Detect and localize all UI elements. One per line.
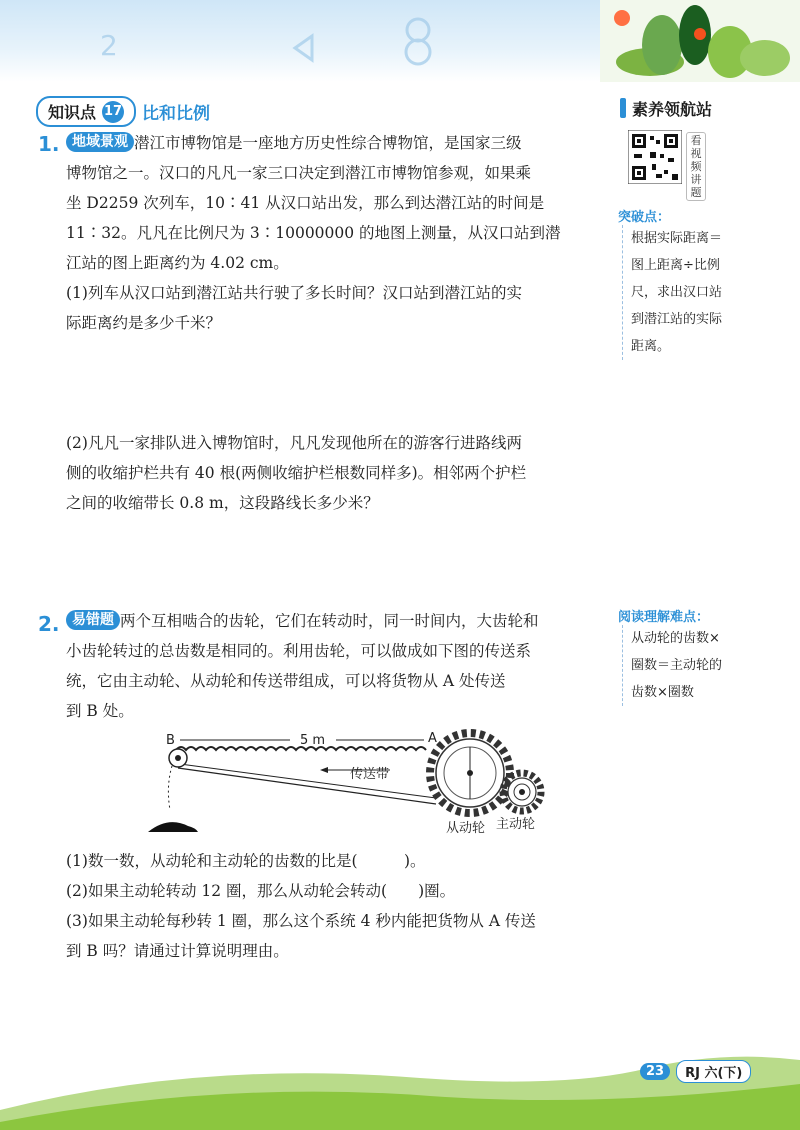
header-decoration bbox=[0, 0, 600, 82]
question-2-sub3-line-2: 到 B 吗？请通过计算说明理由。 bbox=[66, 942, 289, 960]
q2-side-title: 阅读理解难点： bbox=[618, 610, 710, 625]
question-1-sub1-line-2: 际距离约是多少千米？ bbox=[66, 314, 222, 332]
belt-bottom-inner bbox=[180, 764, 436, 798]
driven-gear-icon bbox=[430, 733, 510, 813]
falling-path bbox=[168, 766, 172, 810]
question-1-sub2 bbox=[66, 428, 614, 518]
diagram-driven-label: 从动轮 bbox=[446, 821, 486, 836]
q1-side-line: 距离。 bbox=[631, 339, 671, 354]
knowledge-point-pill bbox=[36, 96, 136, 127]
q1-side-title: 突破点： bbox=[618, 210, 671, 225]
question-1-line-2: 博物馆之一。汉口的凡凡一家三口决定到潜江市博物馆参观，如果乘 bbox=[66, 164, 532, 182]
q1-side-line: 图上距离÷比例 bbox=[631, 258, 720, 273]
question-2-subs bbox=[66, 846, 614, 966]
question-1-sub2-line-1: (2)凡凡一家排队进入博物馆时，凡凡发现他所在的游客行进路线两 bbox=[66, 434, 522, 452]
q2-side-body bbox=[622, 625, 751, 706]
conveyor-diagram bbox=[140, 728, 570, 846]
question-1-line-3: 坐 D2259 次列车，10∶41 从汉口站出发，那么到达潜江站的时间是 bbox=[66, 194, 545, 212]
q1-side-note bbox=[618, 206, 751, 360]
question-1-sub2-line-3: 之间的收缩带长 0.8 m，这段路线长多少米？ bbox=[66, 494, 379, 512]
diagram-label-a: A bbox=[428, 731, 437, 746]
question-2-sub3-line-1: (3)如果主动轮每秒转 1 圈，那么这个系统 4 秒内能把货物从 A 传送 bbox=[66, 912, 536, 930]
knowledge-title: 比和比例 bbox=[142, 104, 211, 124]
edition-label: RJ 六(下) bbox=[676, 1060, 751, 1083]
diagram-length: 5 m bbox=[300, 733, 326, 748]
side-header-bar-icon bbox=[620, 98, 626, 118]
q1-side-line: 尺，求出汉口站 bbox=[631, 285, 723, 300]
question-1-text-1: 潜江市博物馆是一座地方历史性综合博物馆，是国家三级 bbox=[134, 134, 522, 152]
belt-bottom bbox=[178, 768, 436, 804]
diagram-label-b: B bbox=[166, 733, 175, 748]
question-2-sub2: (2)如果主动轮转动 12 圈，那么从动轮会转动( )圈。 bbox=[66, 882, 456, 900]
question-1-line-5: 江站的图上距离约为 4.02 cm。 bbox=[66, 254, 289, 272]
driver-gear-icon bbox=[503, 773, 541, 811]
question-2-sub1: (1)数一数，从动轮和主动轮的齿数的比是( )。 bbox=[66, 852, 426, 870]
q1-side-body bbox=[622, 225, 751, 360]
q1-side-line: 根据实际距离＝ bbox=[631, 231, 723, 246]
knowledge-label: 知识点 bbox=[48, 103, 97, 122]
question-2-tag: 易错题 bbox=[66, 610, 120, 630]
diagram-driver-label: 主动轮 bbox=[496, 817, 536, 832]
qr-label[interactable]: 看视频讲题 bbox=[686, 132, 706, 201]
question-2-line-2: 小齿轮转过的总齿数是相同的。利用齿轮，可以做成如下图的传送系 bbox=[66, 642, 532, 660]
page-footer bbox=[640, 1060, 751, 1083]
side-header bbox=[620, 96, 752, 120]
page-number: 23 bbox=[640, 1063, 670, 1080]
question-2 bbox=[66, 606, 614, 726]
question-1-sub2-line-2: 侧的收缩护栏共有 40 根(两侧收缩护栏根数同样多)。相邻两个护栏 bbox=[66, 464, 527, 482]
knowledge-number-badge: 17 bbox=[102, 101, 124, 123]
plant-decoration-icon bbox=[600, 0, 800, 82]
left-pulley-hub-icon bbox=[175, 755, 181, 761]
q2-side-line: 圈数＝主动轮的 bbox=[631, 658, 723, 673]
question-1-line-4: 11∶32。凡凡在比例尺为 3∶10000000 的地图上测量，从汉口站到潜 bbox=[66, 224, 561, 242]
question-1-tag: 地域景观 bbox=[66, 132, 134, 152]
q2-side-line: 齿数×圈数 bbox=[631, 685, 694, 700]
belt-top bbox=[176, 747, 426, 750]
question-1-number: 1. bbox=[38, 132, 60, 156]
question-2-line-3: 统，它由主动轮、从动轮和传送带组成，可以将货物从 A 处传送 bbox=[66, 672, 506, 690]
q2-side-note bbox=[618, 606, 751, 706]
question-1 bbox=[66, 128, 614, 338]
q1-side-line: 到潜江站的实际 bbox=[631, 312, 723, 327]
svg-text:2: 2 bbox=[100, 29, 118, 62]
knowledge-point-header bbox=[36, 96, 210, 127]
question-1-line-1 bbox=[66, 128, 614, 158]
q2-side-line: 从动轮的齿数× bbox=[631, 631, 720, 646]
question-2-line-1 bbox=[66, 606, 614, 636]
question-1-sub1-line-1: (1)列车从汉口站到潜江站共行驶了多长时间？汉口站到潜江站的实 bbox=[66, 284, 522, 302]
footer-band bbox=[0, 1040, 800, 1130]
question-2-number: 2. bbox=[38, 612, 60, 636]
cargo-pile-icon bbox=[148, 822, 198, 832]
question-2-line-4: 到 B 处。 bbox=[66, 702, 134, 720]
diagram-belt-label: 传送带 bbox=[350, 767, 390, 782]
side-header-title: 素养领航站 bbox=[632, 99, 713, 119]
question-2-text-1: 两个互相啮合的齿轮，它们在转动时，同一时间内，大齿轮和 bbox=[120, 612, 539, 630]
qr-code-icon[interactable] bbox=[628, 130, 682, 184]
belt-arrow-head-icon bbox=[320, 767, 328, 773]
